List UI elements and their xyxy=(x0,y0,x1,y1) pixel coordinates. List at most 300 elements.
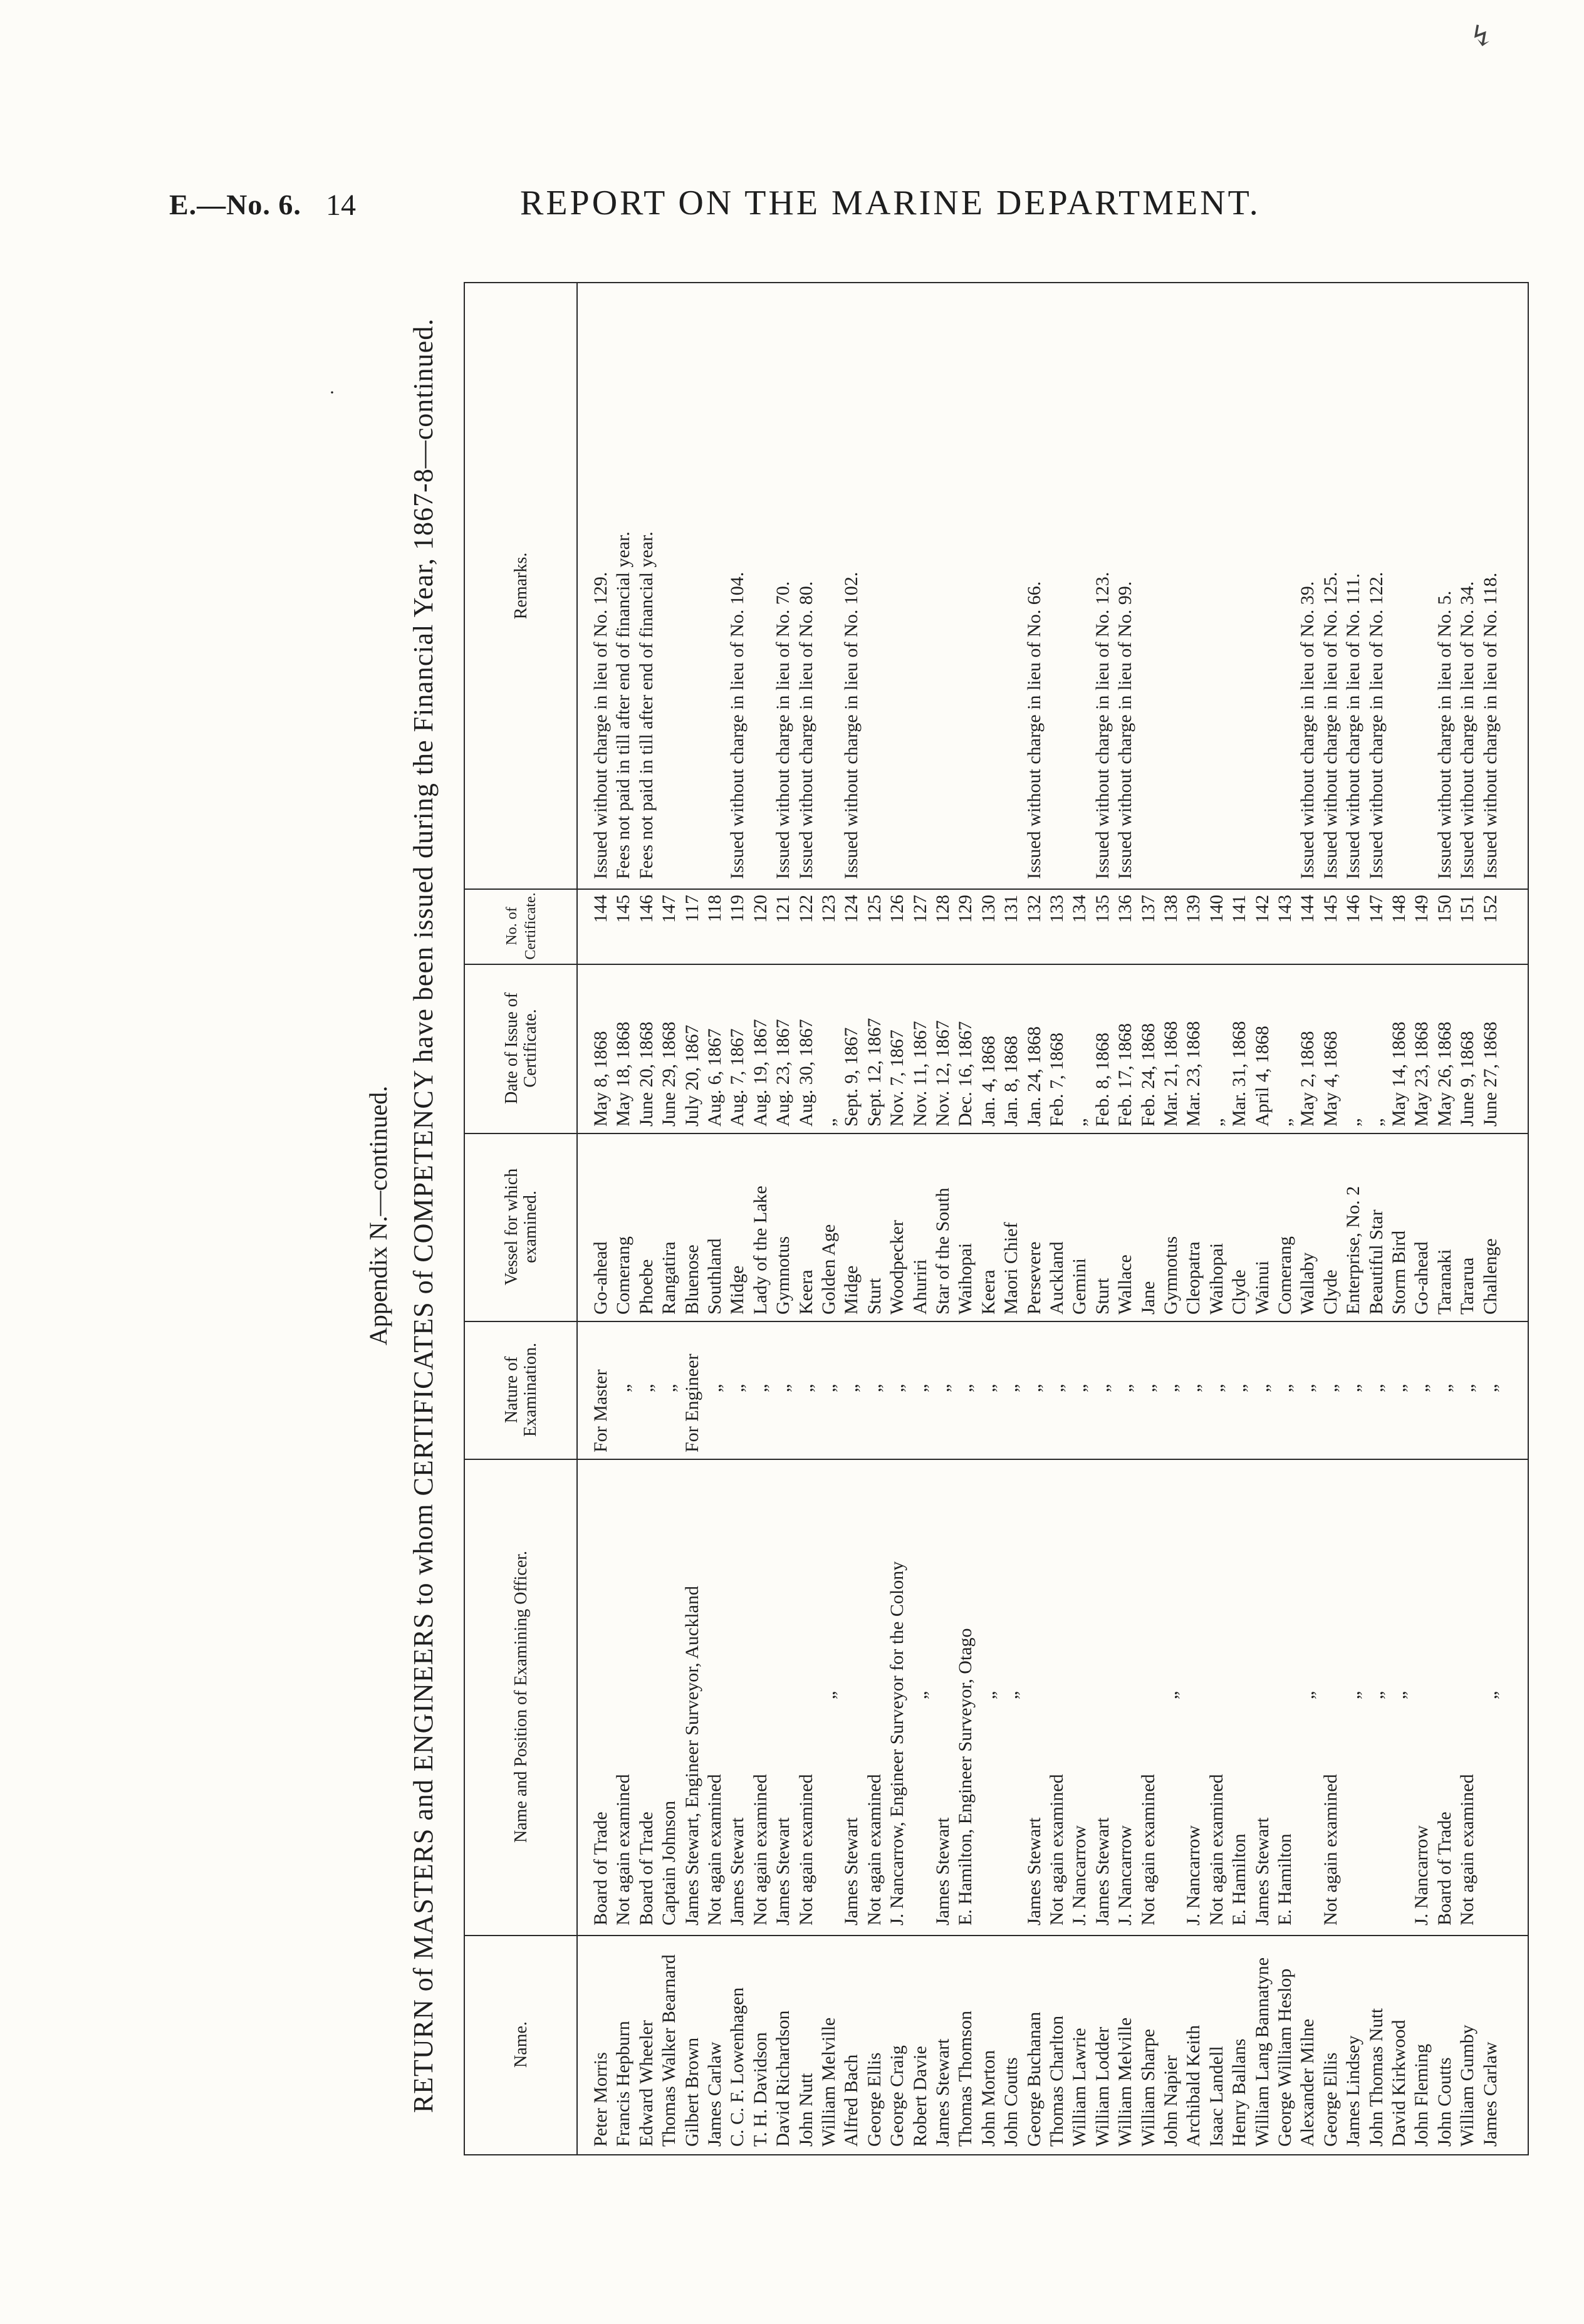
cell-officer: Board of Trade xyxy=(1434,1811,1455,1925)
cell-nature: „ xyxy=(1297,1383,1318,1393)
cell-vessel: Maori Chief xyxy=(1001,1222,1022,1315)
cell-cert: 124 xyxy=(841,895,862,923)
cell-vessel: Rangatira xyxy=(659,1241,680,1315)
cell-date: May 23, 1868 xyxy=(1411,1021,1432,1127)
cell-vessel: Sturt xyxy=(863,1278,885,1315)
cell-cert: 148 xyxy=(1389,895,1409,923)
cell-officer: „ xyxy=(977,1691,999,1700)
cell-nature: „ xyxy=(1229,1383,1250,1393)
cell-nature: „ xyxy=(863,1383,885,1393)
cell-remarks: Issued without charge in lieu of No. 99. xyxy=(1115,581,1136,879)
cell-nature: „ xyxy=(1183,1383,1204,1393)
table-row xyxy=(1297,283,1318,2154)
cell-cert: 120 xyxy=(749,895,771,923)
cell-officer: „ xyxy=(1160,1691,1181,1700)
cell-officer: James Stewart xyxy=(841,1817,862,1925)
cell-officer: „ xyxy=(1343,1691,1364,1700)
table-row xyxy=(1001,283,1021,2154)
cell-date: Aug. 6, 1867 xyxy=(704,1028,725,1127)
cell-officer: Not again examined xyxy=(1206,1774,1227,1925)
table-row xyxy=(841,283,862,2154)
cell-officer: „ xyxy=(909,1691,930,1700)
table-row xyxy=(682,283,702,2154)
table-row xyxy=(1480,283,1501,2154)
header-vessel: Vessel for which examined. xyxy=(502,1168,540,1286)
cell-cert: 141 xyxy=(1229,895,1250,923)
cell-nature: „ xyxy=(1206,1383,1227,1393)
table-row xyxy=(1138,283,1159,2154)
cell-vessel: Wallaby xyxy=(1297,1252,1318,1315)
cell-cert: 136 xyxy=(1115,895,1136,923)
table-row xyxy=(1229,283,1249,2154)
cell-vessel: Waihopai xyxy=(1206,1243,1227,1315)
cell-name: Peter Morris xyxy=(590,2052,611,2147)
cell-vessel: Jane xyxy=(1137,1281,1159,1315)
cell-officer: J. Nancarrow xyxy=(1411,1825,1432,1925)
cell-cert: 145 xyxy=(1320,895,1341,923)
table-title: RETURN of MASTERS and ENGINEERS to whom CERTIFICATES of COMPETENCY have been issued during the Financial Year, 1867-8—continued. xyxy=(408,318,439,2113)
cell-vessel: Midge xyxy=(841,1265,862,1315)
cell-name: John Nutt xyxy=(795,2073,816,2147)
cell-remarks: Issued without charge in lieu of No. 80. xyxy=(795,581,816,879)
cell-cert: 125 xyxy=(863,895,885,923)
cell-remarks: Fees not paid in till after end of financial year. xyxy=(613,531,634,879)
cell-vessel: Clyde xyxy=(1229,1269,1250,1315)
cell-nature: „ xyxy=(727,1383,748,1393)
cell-remarks: Issued without charge in lieu of No. 39. xyxy=(1297,581,1318,879)
cell-nature: „ xyxy=(1457,1383,1478,1393)
table-row xyxy=(932,283,953,2154)
cell-date: „ xyxy=(1206,1118,1227,1127)
cell-nature: „ xyxy=(1434,1383,1455,1393)
cell-name: David Kirkwood xyxy=(1389,2019,1409,2147)
table-row xyxy=(1069,283,1090,2154)
cell-remarks: Issued without charge in lieu of No. 104. xyxy=(727,571,748,879)
cell-cert: 147 xyxy=(1365,895,1387,923)
cell-cert: 150 xyxy=(1434,895,1455,923)
cell-name: James Carlaw xyxy=(1479,2041,1501,2147)
cell-nature: „ xyxy=(1001,1383,1022,1393)
cell-vessel: Beautiful Star xyxy=(1365,1209,1387,1315)
cell-name: Alexander Milne xyxy=(1297,2018,1318,2147)
cell-cert: 131 xyxy=(1001,895,1022,923)
cell-remarks: Issued without charge in lieu of No. 118. xyxy=(1479,572,1501,879)
cell-vessel: Star of the South xyxy=(932,1187,953,1315)
cell-date: Sept. 12, 1867 xyxy=(863,1018,885,1127)
cell-name: David Richardson xyxy=(773,2010,794,2147)
cell-officer: „ xyxy=(818,1691,839,1700)
cell-date: Jan. 4, 1868 xyxy=(977,1036,999,1127)
cell-nature: „ xyxy=(1479,1383,1501,1393)
cell-cert: 151 xyxy=(1457,895,1478,923)
cell-date: Nov. 12, 1867 xyxy=(932,1020,953,1127)
cell-vessel: Auckland xyxy=(1046,1241,1067,1315)
cell-officer: Not again examined xyxy=(1046,1774,1067,1925)
cell-officer: James Stewart xyxy=(1092,1817,1113,1925)
cell-cert: 135 xyxy=(1092,895,1113,923)
table-row xyxy=(1389,283,1409,2154)
cell-vessel: Keera xyxy=(977,1269,999,1315)
cell-officer: E. Hamilton xyxy=(1229,1833,1250,1925)
cell-vessel: Taranaki xyxy=(1434,1249,1455,1315)
cell-nature: „ xyxy=(955,1383,976,1393)
cell-date: Mar. 23, 1868 xyxy=(1183,1021,1204,1127)
rotated-table-region xyxy=(363,257,1541,2174)
cell-officer: James Stewart xyxy=(1023,1817,1045,1925)
cell-vessel: Lady of the Lake xyxy=(749,1185,771,1315)
cell-vessel: Clyde xyxy=(1320,1269,1341,1315)
cell-nature: „ xyxy=(1274,1383,1295,1393)
table-row xyxy=(659,283,679,2154)
table-row xyxy=(704,283,725,2154)
cell-remarks: Issued without charge in lieu of No. 129. xyxy=(590,571,611,879)
cell-name: John Coutts xyxy=(1001,2057,1022,2147)
cell-remarks: Issued without charge in lieu of No. 102. xyxy=(841,571,862,879)
cell-cert: 143 xyxy=(1274,895,1295,923)
table-row xyxy=(1411,283,1432,2154)
cell-nature: „ xyxy=(1023,1383,1045,1393)
cell-date: „ xyxy=(1343,1118,1364,1127)
cell-nature: „ xyxy=(613,1383,634,1393)
cell-vessel: Waihopai xyxy=(955,1243,976,1315)
cell-nature: „ xyxy=(1411,1383,1432,1393)
cell-cert: 128 xyxy=(932,895,953,923)
cell-officer: Board of Trade xyxy=(590,1811,611,1925)
cell-nature: „ xyxy=(749,1383,771,1393)
cell-cert: 129 xyxy=(955,895,976,923)
cell-nature: „ xyxy=(1160,1383,1181,1393)
cell-name: T. H. Davidson xyxy=(749,2032,771,2147)
cell-name: William Melville xyxy=(1115,2017,1136,2147)
cell-date: „ xyxy=(1365,1118,1387,1127)
cell-vessel: Midge xyxy=(727,1265,748,1315)
cell-vessel: Bluenose xyxy=(681,1244,702,1315)
cell-nature: „ xyxy=(704,1383,725,1393)
cell-vessel: Comerang xyxy=(613,1236,634,1315)
cell-cert: 147 xyxy=(659,895,680,923)
cell-vessel: Storm Bird xyxy=(1389,1230,1409,1315)
cell-vessel: Go-ahead xyxy=(1411,1241,1432,1315)
cell-officer: E. Hamilton xyxy=(1274,1833,1295,1925)
cell-name: John Morton xyxy=(977,2050,999,2147)
cell-vessel: Ahuriri xyxy=(909,1259,930,1315)
cell-vessel: Comerang xyxy=(1274,1236,1295,1315)
cell-cert: 134 xyxy=(1069,895,1090,923)
header-remarks: Remarks. xyxy=(511,552,531,620)
table-row xyxy=(818,283,839,2154)
cell-nature: „ xyxy=(977,1383,999,1393)
document-number: E.—No. 6. xyxy=(169,189,301,221)
header-name: Name. xyxy=(511,2021,531,2068)
cell-name: Henry Ballans xyxy=(1229,2038,1250,2147)
cell-nature: „ xyxy=(1115,1383,1136,1393)
cell-nature: „ xyxy=(773,1383,794,1393)
cell-nature: „ xyxy=(1389,1383,1409,1393)
cell-name: John Fleming xyxy=(1411,2043,1432,2147)
header-cert: No. of Certificate. xyxy=(504,892,539,960)
cell-name: Alfred Bach xyxy=(841,2054,862,2147)
cell-nature: „ xyxy=(1046,1383,1067,1393)
cell-officer: James Stewart xyxy=(773,1817,794,1925)
cell-vessel: Gymnotus xyxy=(773,1236,794,1315)
table-row xyxy=(727,283,748,2154)
cell-nature: „ xyxy=(1069,1383,1090,1393)
cell-vessel: Woodpecker xyxy=(887,1220,908,1315)
cell-officer: E. Hamilton, Engineer Surveyor, Otago xyxy=(955,1628,976,1925)
table-row xyxy=(773,283,793,2154)
cell-nature: „ xyxy=(887,1383,908,1393)
cell-cert: 119 xyxy=(727,895,748,922)
table-row xyxy=(1366,283,1387,2154)
cell-cert: 127 xyxy=(909,895,930,923)
table-row xyxy=(1457,283,1477,2154)
header-officer: Name and Position of Examining Officer. xyxy=(511,1550,531,1843)
page-corner-mark: ↯ xyxy=(1469,20,1494,52)
cell-cert: 137 xyxy=(1137,895,1159,923)
cell-cert: 122 xyxy=(795,895,816,923)
cell-cert: 144 xyxy=(1297,895,1318,923)
cell-name: C. C. F. Lowenhagen xyxy=(727,1987,748,2147)
cell-nature: „ xyxy=(1137,1383,1159,1393)
cell-cert: 146 xyxy=(1343,895,1364,923)
table-row xyxy=(1115,283,1135,2154)
cell-officer: Not again examined xyxy=(749,1774,771,1925)
table-row xyxy=(636,283,657,2154)
cell-date: July 20, 1867 xyxy=(681,1024,702,1127)
cell-date: June 29, 1868 xyxy=(659,1021,680,1127)
cell-cert: 132 xyxy=(1023,895,1045,923)
cell-officer: James Stewart xyxy=(727,1817,748,1925)
cell-vessel: Golden Age xyxy=(818,1224,839,1315)
table-row xyxy=(796,283,816,2154)
cell-date: Feb. 7, 1868 xyxy=(1046,1033,1067,1127)
cell-name: William Melville xyxy=(818,2017,839,2147)
appendix-heading: Appendix N.—continued. xyxy=(364,1085,392,1346)
cell-nature: „ xyxy=(818,1383,839,1393)
cell-officer: Not again examined xyxy=(795,1774,816,1925)
cell-cert: 117 xyxy=(681,895,702,922)
cell-date: May 4, 1868 xyxy=(1320,1031,1341,1127)
cell-name: William Gumby xyxy=(1457,2024,1478,2147)
cell-vessel: Cleopatra xyxy=(1183,1241,1204,1315)
cell-date: May 8, 1868 xyxy=(590,1031,611,1127)
cell-nature: For Engineer xyxy=(681,1353,702,1452)
page-title: REPORT ON THE MARINE DEPARTMENT. xyxy=(520,184,1261,222)
cell-date: Feb. 8, 1868 xyxy=(1092,1033,1113,1127)
cell-nature: „ xyxy=(1251,1383,1273,1393)
cell-name: John Thomas Nutt xyxy=(1365,2008,1387,2147)
header-date: Date of Issue of Certificate. xyxy=(502,992,540,1105)
table-row xyxy=(1092,283,1113,2154)
table-row xyxy=(978,283,999,2154)
cell-officer: James Stewart xyxy=(1251,1817,1273,1925)
table-row xyxy=(1206,283,1227,2154)
cell-date: Mar. 21, 1868 xyxy=(1160,1021,1181,1127)
cell-name: Isaac Landell xyxy=(1206,2046,1227,2147)
cell-remarks: Issued without charge in lieu of No. 66. xyxy=(1023,581,1045,879)
cell-cert: 149 xyxy=(1411,895,1432,923)
cell-nature: „ xyxy=(1365,1383,1387,1393)
cell-officer: „ xyxy=(1365,1691,1387,1700)
table-row xyxy=(910,283,930,2154)
cell-name: Thomas Charlton xyxy=(1046,2015,1067,2147)
cell-date: June 27, 1868 xyxy=(1479,1021,1501,1127)
cell-remarks: Issued without charge in lieu of No. 34. xyxy=(1457,581,1478,879)
cell-cert: 146 xyxy=(635,895,657,923)
cell-name: George Buchanan xyxy=(1023,2011,1045,2147)
cell-remarks: Issued without charge in lieu of No. 70. xyxy=(773,581,794,879)
cell-officer: J. Nancarrow xyxy=(1069,1825,1090,1925)
cell-nature: „ xyxy=(659,1383,680,1393)
cell-date: Jan. 8, 1868 xyxy=(1001,1036,1022,1127)
cell-vessel: Wallace xyxy=(1115,1254,1136,1315)
cell-officer: J. Nancarrow xyxy=(1183,1825,1204,1925)
cell-officer: Not again examined xyxy=(704,1774,725,1925)
cell-remarks: Issued without charge in lieu of No. 123. xyxy=(1092,571,1113,879)
cell-vessel: Persevere xyxy=(1023,1241,1045,1315)
cell-name: George Craig xyxy=(887,2045,908,2147)
table-row xyxy=(1046,283,1067,2154)
cell-name: James Carlaw xyxy=(704,2041,725,2147)
cell-name: Gilbert Brown xyxy=(681,2037,702,2147)
table-row xyxy=(1252,283,1273,2154)
cell-officer: James Stewart, Engineer Surveyor, Auckland xyxy=(681,1586,702,1925)
cell-date: June 9, 1868 xyxy=(1457,1031,1478,1127)
cell-date: Aug. 19, 1867 xyxy=(749,1019,771,1127)
cell-vessel: Tararua xyxy=(1457,1257,1478,1315)
table-row xyxy=(1183,283,1204,2154)
cell-cert: 144 xyxy=(590,895,611,923)
cell-vessel: Keera xyxy=(795,1269,816,1315)
cell-nature: „ xyxy=(932,1383,953,1393)
cell-nature: „ xyxy=(841,1383,862,1393)
cell-name: William Lodder xyxy=(1092,2026,1113,2147)
cell-vessel: Phoebe xyxy=(635,1259,657,1315)
cell-officer: J. Nancarrow, Engineer Surveyor for the Colony xyxy=(887,1561,908,1925)
table-row xyxy=(1343,283,1363,2154)
cell-name: William Lang Bannatyne xyxy=(1251,1957,1273,2147)
cell-date: May 14, 1868 xyxy=(1389,1021,1409,1127)
table-row xyxy=(864,283,885,2154)
cell-remarks: Issued without charge in lieu of No. 122. xyxy=(1365,571,1387,879)
cell-nature: „ xyxy=(1092,1383,1113,1393)
cell-cert: 123 xyxy=(818,895,839,923)
cell-name: Thomas Thomson xyxy=(955,2011,976,2147)
cell-name: George William Heslop xyxy=(1274,1968,1295,2147)
table-row xyxy=(1024,283,1045,2154)
cell-date: June 20, 1868 xyxy=(635,1021,657,1127)
cell-nature: „ xyxy=(909,1383,930,1393)
cell-cert: 139 xyxy=(1183,895,1204,923)
cell-date: Feb. 24, 1868 xyxy=(1137,1023,1159,1127)
cell-vessel: Gemini xyxy=(1069,1258,1090,1315)
cell-date: Jan. 24, 1868 xyxy=(1023,1026,1045,1127)
cell-name: Robert Davie xyxy=(909,2046,930,2147)
cell-nature: „ xyxy=(635,1383,657,1393)
cell-remarks: Fees not paid in till after end of financial year. xyxy=(635,531,657,879)
cell-cert: 145 xyxy=(613,895,634,923)
cell-vessel: Southland xyxy=(704,1238,725,1315)
table-row xyxy=(1434,283,1455,2154)
cell-cert: 142 xyxy=(1251,895,1273,923)
cell-name: Francis Hepburn xyxy=(613,2021,634,2147)
cell-vessel: Challenge xyxy=(1479,1238,1501,1315)
table-row xyxy=(1320,283,1341,2154)
cell-cert: 130 xyxy=(977,895,999,923)
cell-vessel: Wainui xyxy=(1251,1261,1273,1315)
cell-name: John Coutts xyxy=(1434,2057,1455,2147)
cell-date: Dec. 16, 1867 xyxy=(955,1021,976,1127)
cell-cert: 133 xyxy=(1046,895,1067,923)
cell-name: William Sharpe xyxy=(1137,2029,1159,2147)
cell-name: George Ellis xyxy=(863,2052,885,2147)
page-number: 14 xyxy=(326,189,356,222)
cell-remarks: Issued without charge in lieu of No. 125. xyxy=(1320,571,1341,879)
cell-date: Nov. 11, 1867 xyxy=(909,1021,930,1127)
cell-vessel: Gymnotus xyxy=(1160,1236,1181,1315)
cell-date: Nov. 7, 1867 xyxy=(887,1029,908,1127)
cell-cert: 140 xyxy=(1206,895,1227,923)
cell-name: George Ellis xyxy=(1320,2052,1341,2147)
cell-name: John Napier xyxy=(1160,2055,1181,2147)
cell-officer: James Stewart xyxy=(932,1817,953,1925)
cell-name: William Lawrie xyxy=(1069,2028,1090,2147)
cell-date: Feb. 17, 1868 xyxy=(1115,1023,1136,1127)
cell-officer: „ xyxy=(1389,1691,1409,1700)
cell-date: „ xyxy=(1274,1118,1295,1127)
cell-date: Aug. 30, 1867 xyxy=(795,1019,816,1127)
cell-name: James Lindsey xyxy=(1343,2035,1364,2147)
cell-name: Edward Wheeler xyxy=(635,2020,657,2147)
cell-officer: Not again examined xyxy=(1137,1774,1159,1925)
certificates-table xyxy=(464,282,1529,2155)
cell-date: „ xyxy=(1069,1118,1090,1127)
cell-officer: Not again examined xyxy=(613,1774,634,1925)
cell-officer: „ xyxy=(1479,1691,1501,1700)
cell-name: James Stewart xyxy=(932,2038,953,2147)
cell-nature: For Master xyxy=(590,1369,611,1452)
header-nature: Nature of Examination. xyxy=(502,1342,540,1437)
table-row xyxy=(1160,283,1181,2154)
table-row xyxy=(887,283,907,2154)
table-row xyxy=(613,283,633,2154)
table-row xyxy=(955,283,976,2154)
cell-date: „ xyxy=(818,1118,839,1127)
cell-nature: „ xyxy=(795,1383,816,1393)
cell-vessel: Sturt xyxy=(1092,1278,1113,1315)
cell-name: Archibald Keith xyxy=(1183,2024,1204,2147)
cell-remarks: Issued without charge in lieu of No. 111. xyxy=(1343,573,1364,879)
cell-officer: Board of Trade xyxy=(635,1811,657,1925)
cell-date: Sept. 9, 1867 xyxy=(841,1027,862,1127)
cell-date: May 2, 1868 xyxy=(1297,1031,1318,1127)
cell-officer: J. Nancarrow xyxy=(1115,1825,1136,1925)
table-row xyxy=(750,283,771,2154)
cell-remarks: Issued without charge in lieu of No. 5. xyxy=(1434,590,1455,879)
cell-officer: „ xyxy=(1297,1691,1318,1700)
cell-nature: „ xyxy=(1320,1383,1341,1393)
ink-speck: · xyxy=(329,382,335,403)
cell-date: May 18, 1868 xyxy=(613,1021,634,1127)
cell-nature: „ xyxy=(1343,1383,1364,1393)
table-row xyxy=(1274,283,1295,2154)
cell-officer: Not again examined xyxy=(863,1774,885,1925)
cell-cert: 126 xyxy=(887,895,908,923)
cell-name: Thomas Walker Bearnard xyxy=(659,1954,680,2147)
cell-vessel: Go-ahead xyxy=(590,1241,611,1315)
cell-date: Aug. 7, 1867 xyxy=(727,1028,748,1127)
cell-cert: 118 xyxy=(704,895,725,922)
